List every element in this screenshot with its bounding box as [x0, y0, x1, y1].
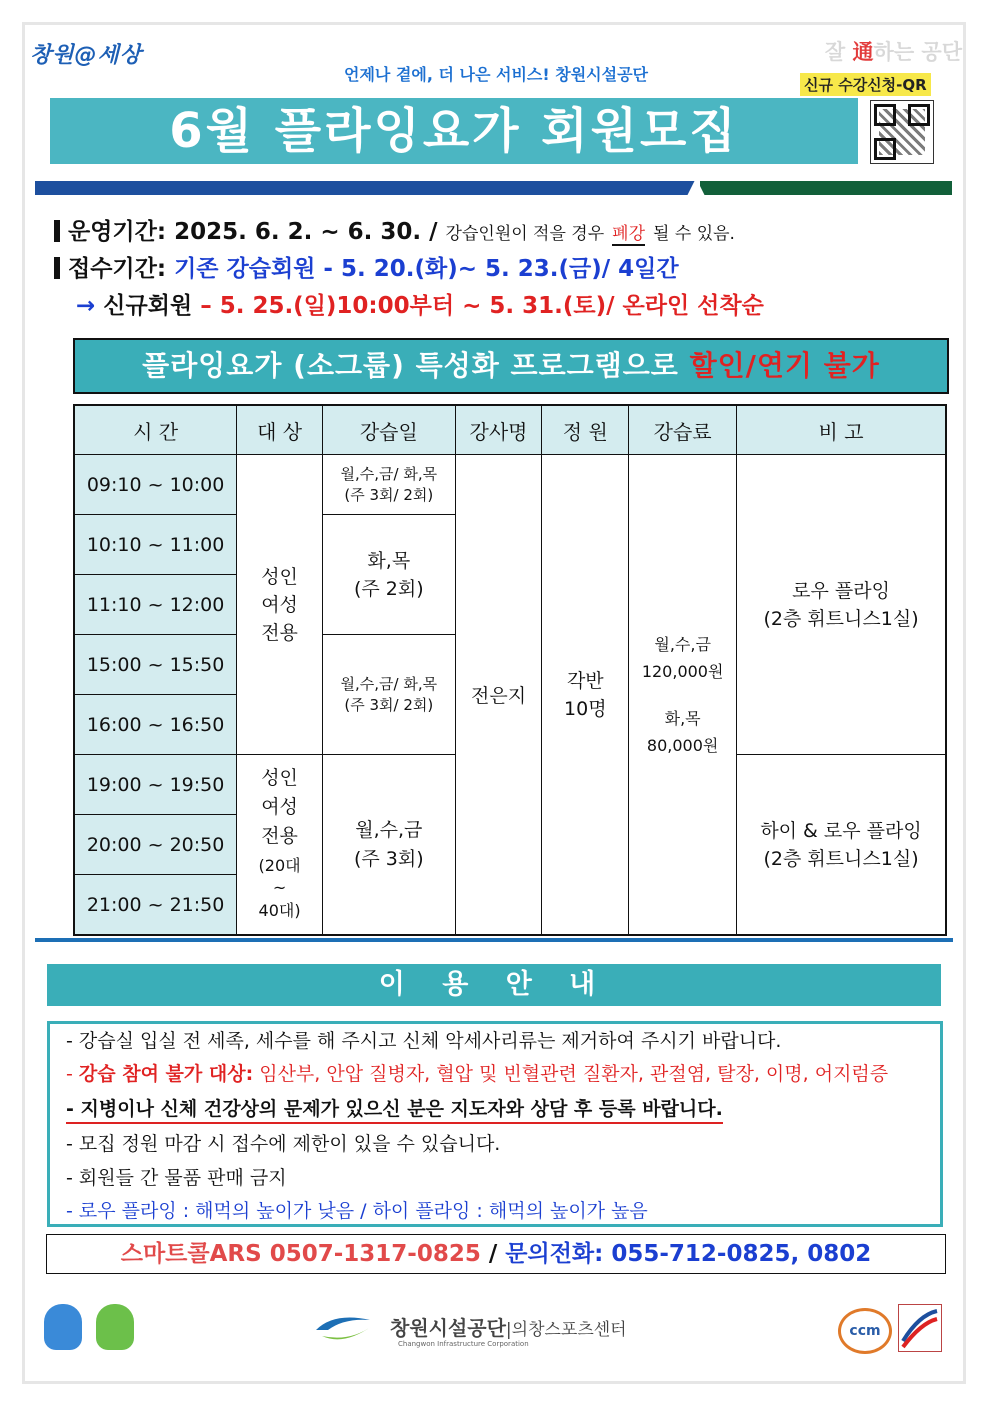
guide-line-2: - 강습 참여 불가 대상: 임산부, 안압 질병자, 혈압 및 빈혈관련 질환자, 관절염, 탈장, 이명, 어지럼증 [66, 1063, 889, 1085]
qr-code[interactable] [870, 100, 934, 164]
table-row [74, 455, 946, 515]
guide-line-3: - 지병이나 신체 건강상의 문제가 있으신 분은 지도자와 상담 후 등록 바랍니다. [66, 1094, 723, 1124]
days-cell-3: 월,수,금/ 화,목 (주 3회/ 2회) [322, 635, 455, 755]
time-cell: 10:10 ~ 11:00 [74, 515, 237, 575]
guide-line-1: - 강습실 입실 전 세족, 세수를 해 주시고 신체 악세사리류는 제거하여 주시기 바랍니다. [66, 1030, 782, 1052]
fee-cell: 월,수,금 120,000원 화,목 80,000원 [629, 455, 737, 936]
mascot-blue-icon [44, 1304, 82, 1350]
note-cell-2: 하이 & 로우 플라잉 (2층 휘트니스1실) [737, 755, 946, 936]
phone-number[interactable]: 문의전화: 055-712-0825, 0802 [505, 1241, 872, 1267]
ars-number[interactable]: 스마트콜ARS 0507-1317-0825 [120, 1241, 481, 1267]
footer-organization-en: Changwon Infrastructure Corporation [398, 1340, 529, 1348]
instructor-cell: 전은지 [455, 455, 542, 936]
capacity-cell: 각반 10명 [542, 455, 629, 936]
program-notice: 플라잉요가 (소그룹) 특성화 프로그램으로 할인/연기 불가 [73, 338, 949, 394]
table-header-row [74, 405, 946, 455]
header-days: 강습일 [322, 405, 455, 455]
registration-period: 접수기간: 기존 강습회원 - 5. 20.(화)~ 5. 23.(금)/ 4일간 [54, 250, 679, 283]
guide-line-6: - 로우 플라잉 : 해먹의 높이가 낮음 / 하이 플라잉 : 해먹의 높이가 높음 [66, 1200, 648, 1222]
target-cell-2: 성인 여성 전용 (20대 ~ 40대) [237, 755, 323, 936]
new-member-period: → 신규회원 – 5. 25.(일)10:00부터 ~ 5. 31.(토)/ 온라인 선착순 [76, 293, 764, 319]
days-cell-2: 화,목 (주 2회) [322, 515, 455, 635]
header-note: 비 고 [737, 405, 946, 455]
schedule-table [73, 404, 947, 936]
qr-label: 신규 수강신청-QR [800, 73, 931, 96]
operation-period: 운영기간: 2025. 6. 2. ~ 6. 30. / 강습인원이 적을 경우 폐강 될 수 있음. [54, 213, 735, 246]
divider-stripe-green [700, 181, 952, 195]
time-cell: 21:00 ~ 21:50 [74, 875, 237, 936]
time-cell: 11:10 ~ 12:00 [74, 575, 237, 635]
time-cell: 20:00 ~ 20:50 [74, 815, 237, 875]
target-cell-1: 성인 여성 전용 [237, 455, 323, 755]
header-target: 대 상 [237, 405, 323, 455]
page-title: 6월 플라잉요가 회원모집 [50, 98, 858, 164]
days-cell-4: 월,수,금 (주 3회) [322, 755, 455, 936]
time-cell: 15:00 ~ 15:50 [74, 635, 237, 695]
footer-organization: 창원시설공단|의창스포츠센터 [390, 1316, 627, 1340]
time-cell: 19:00 ~ 19:50 [74, 755, 237, 815]
city-logo: 창원@세상 [30, 43, 143, 68]
contact-info: 스마트콜ARS 0507-1317-0825 / 문의전화: 055-712-0825, 0802 [46, 1234, 946, 1274]
header-instructor: 강사명 [455, 405, 542, 455]
usage-guide-title: 이 용 안 내 [47, 964, 941, 1006]
section-divider [35, 938, 953, 942]
time-cell: 09:10 ~ 10:00 [74, 455, 237, 515]
certification-mark-icon [898, 1304, 942, 1352]
corporation-logo-icon [314, 1312, 374, 1346]
header-time: 시 간 [74, 405, 237, 455]
guide-line-5: - 회원들 간 물품 판매 금지 [66, 1167, 287, 1189]
mascot-green-icon [96, 1304, 134, 1350]
ccm-badge-icon: ccm [838, 1308, 892, 1354]
slogan-logo: 잘 通하는 공단 [824, 40, 962, 64]
divider-stripe-blue [35, 181, 695, 195]
header-fee: 강습료 [629, 405, 737, 455]
header-capacity: 정 원 [542, 405, 629, 455]
guide-line-4: - 모집 정원 마감 시 접수에 제한이 있을 수 있습니다. [66, 1133, 501, 1155]
usage-guide-box [47, 1021, 943, 1227]
time-cell: 16:00 ~ 16:50 [74, 695, 237, 755]
header-slogan: 언제나 곁에, 더 나은 서비스! 창원시설공단 [344, 65, 648, 84]
note-cell-1: 로우 플라잉 (2층 휘트니스1실) [737, 455, 946, 755]
days-cell-1: 월,수,금/ 화,목 (주 3회/ 2회) [322, 455, 455, 515]
